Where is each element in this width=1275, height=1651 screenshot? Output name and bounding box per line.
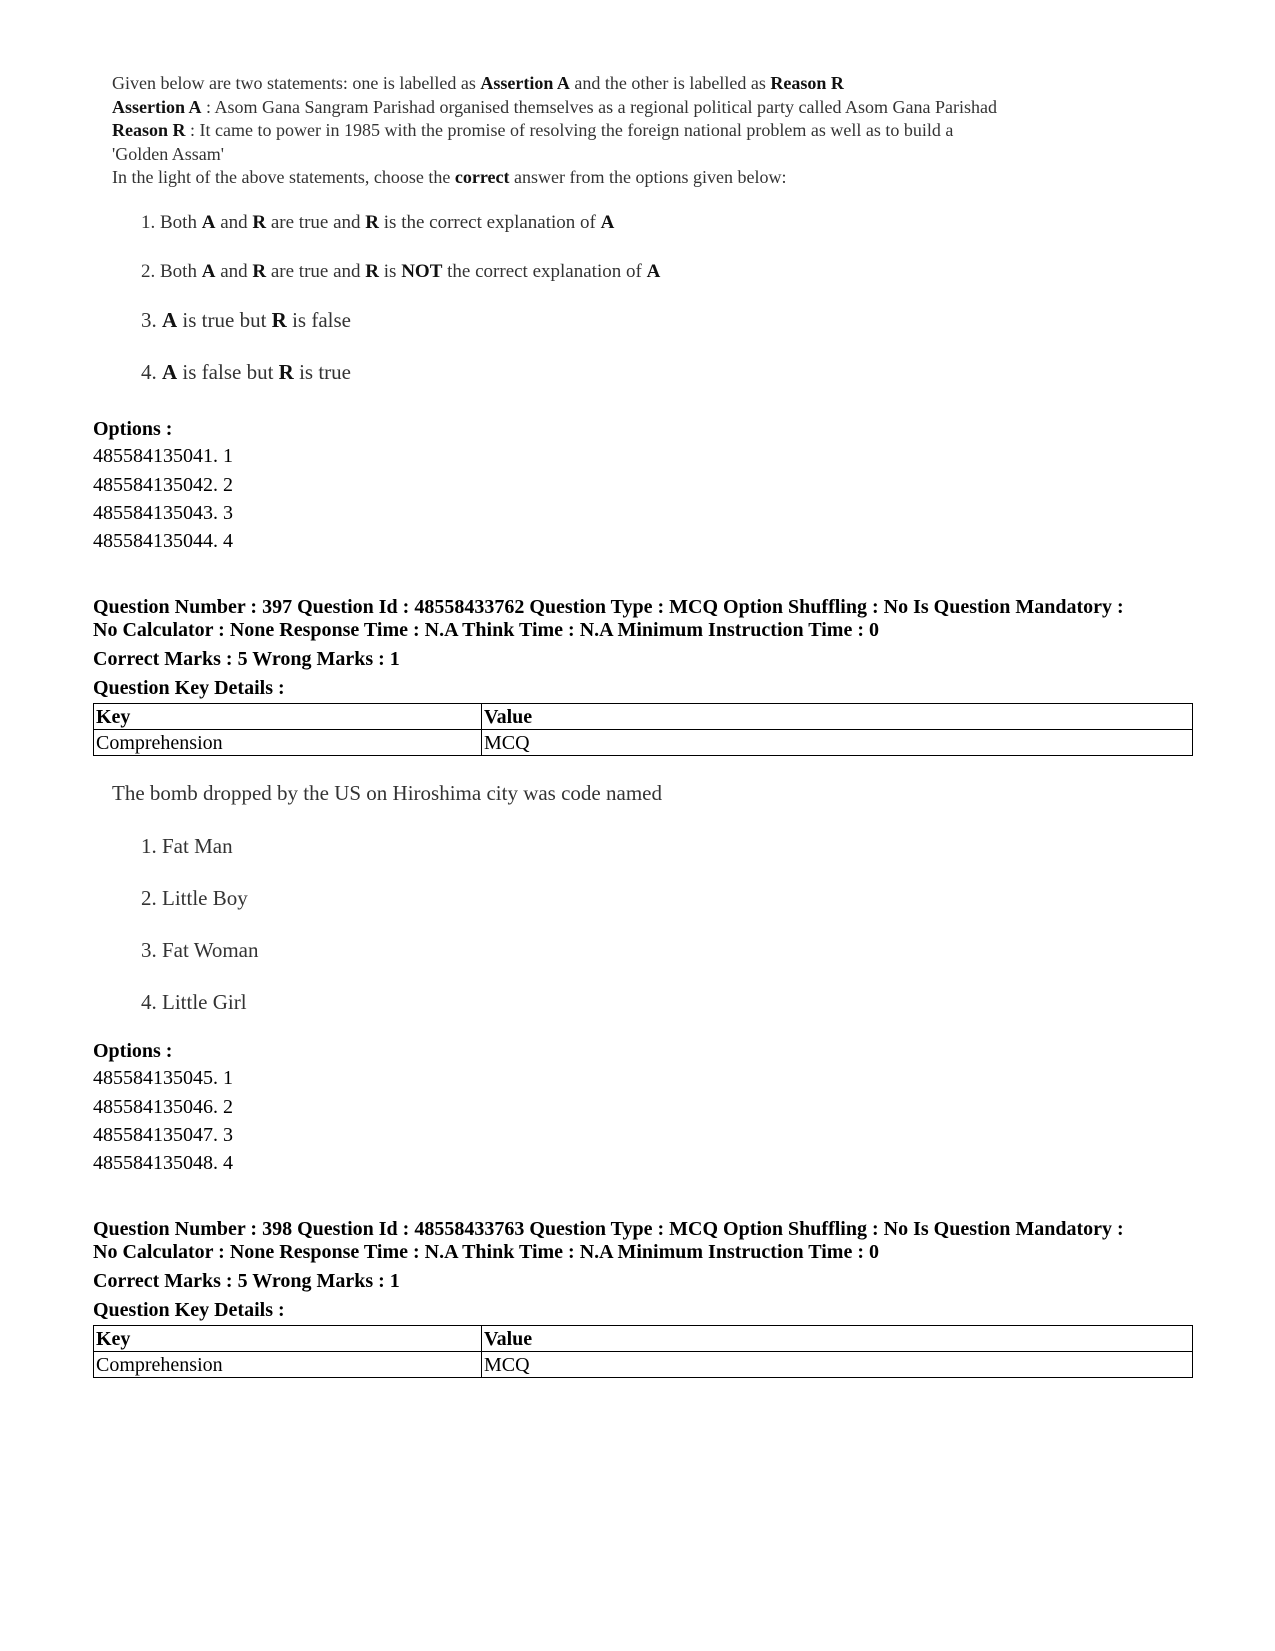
key-header: Key xyxy=(94,704,482,730)
key-details-table xyxy=(93,703,1193,756)
value-header: Value xyxy=(482,1326,1193,1352)
key-cell: Comprehension xyxy=(94,730,482,756)
marks: Correct Marks : 5 Wrong Marks : 1 xyxy=(93,648,400,670)
header-line-2: No Calculator : None Response Time : N.A Think Time : N.A Minimum Instruction Time : 0 xyxy=(93,619,879,641)
option-id: 485584135042. 2 xyxy=(93,474,233,496)
table-header-row xyxy=(94,704,1193,730)
question-397-header xyxy=(93,596,1124,642)
choice-1: 1. Fat Man xyxy=(141,834,233,858)
intro-line: Given below are two statements: one is labelled as Assertion A and the other is labelled as Reason R xyxy=(112,73,844,93)
option-id: 485584135044. 4 xyxy=(93,530,233,552)
option-id: 485584135047. 3 xyxy=(93,1124,233,1146)
value-cell: MCQ xyxy=(482,1352,1193,1378)
options-label: Options : xyxy=(93,418,173,440)
header-line-1: Question Number : 397 Question Id : 48558433762 Question Type : MCQ Option Shuffling : No Is Question Mandatory : xyxy=(93,596,1124,618)
value-cell: MCQ xyxy=(482,730,1193,756)
choice-2: 2. Little Boy xyxy=(141,886,248,910)
marks: Correct Marks : 5 Wrong Marks : 1 xyxy=(93,1270,400,1292)
question-line: The bomb dropped by the US on Hiroshima city was code named xyxy=(112,781,662,805)
question-396-text xyxy=(112,72,997,190)
choice-2: 2. Both A and R are true and R is NOT the correct explanation of A xyxy=(141,261,661,282)
choice-3: 3. A is true but R is false xyxy=(141,308,351,332)
reason-line: Reason R : It came to power in 1985 with the promise of resolving the foreign national problem as well as to build a xyxy=(112,120,954,140)
key-details-label: Question Key Details : xyxy=(93,677,285,699)
header-line-2: No Calculator : None Response Time : N.A Think Time : N.A Minimum Instruction Time : 0 xyxy=(93,1241,879,1263)
choice-3: 3. Fat Woman xyxy=(141,938,259,962)
options-label: Options : xyxy=(93,1040,173,1062)
table-header-row xyxy=(94,1326,1193,1352)
option-id: 485584135048. 4 xyxy=(93,1152,233,1174)
reason-line-2: 'Golden Assam' xyxy=(112,143,224,164)
choice-1: 1. Both A and R are true and R is the correct explanation of A xyxy=(141,212,615,233)
option-id: 485584135046. 2 xyxy=(93,1096,233,1118)
assertion-line: Assertion A : Asom Gana Sangram Parishad organised themselves as a regional political party called Asom Gana Parishad xyxy=(112,96,997,117)
table-row xyxy=(94,1352,1193,1378)
instruction-line: In the light of the above statements, choose the correct answer from the options given below: xyxy=(112,167,787,187)
key-details-label: Question Key Details : xyxy=(93,1299,285,1321)
key-header: Key xyxy=(94,1326,482,1352)
table-row xyxy=(94,730,1193,756)
option-id: 485584135045. 1 xyxy=(93,1067,233,1089)
choice-4: 4. A is false but R is true xyxy=(141,360,351,384)
key-details-table xyxy=(93,1325,1193,1378)
choice-4: 4. Little Girl xyxy=(141,990,247,1014)
value-header: Value xyxy=(482,704,1193,730)
header-line-1: Question Number : 398 Question Id : 48558433763 Question Type : MCQ Option Shuffling : No Is Question Mandatory : xyxy=(93,1218,1124,1240)
option-id: 485584135041. 1 xyxy=(93,445,233,467)
question-398-header xyxy=(93,1218,1124,1264)
question-397-text xyxy=(112,782,662,806)
option-id: 485584135043. 3 xyxy=(93,502,233,524)
key-cell: Comprehension xyxy=(94,1352,482,1378)
